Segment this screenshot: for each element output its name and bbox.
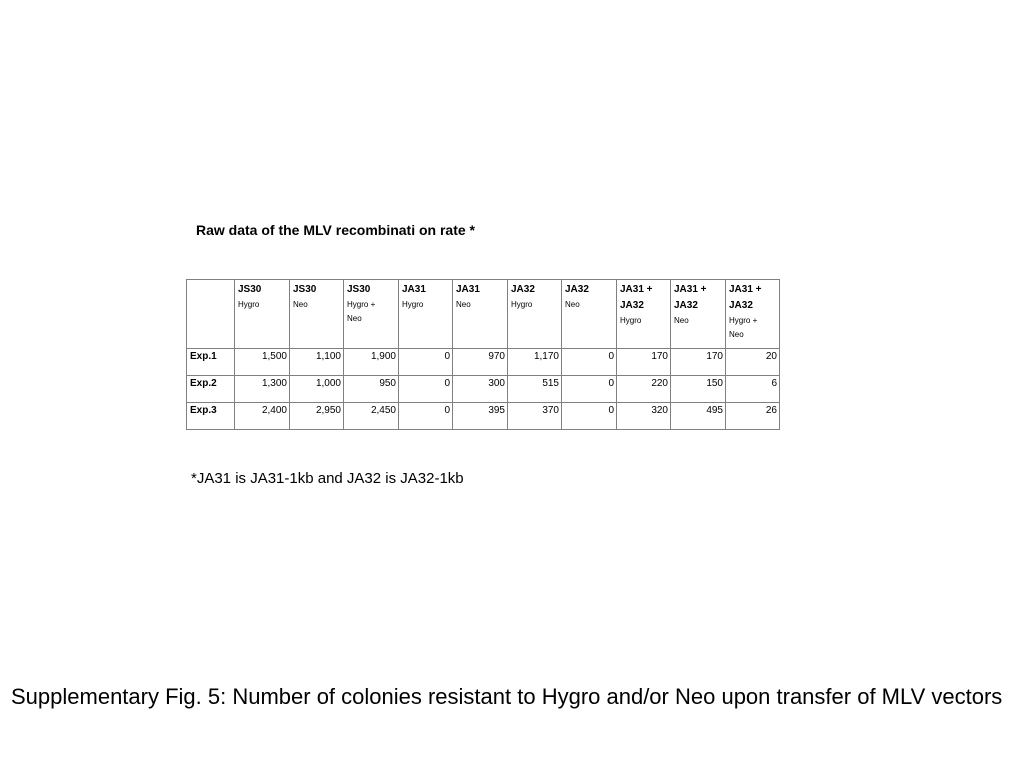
table-cell: 495 <box>671 403 726 430</box>
table-cell: 1,900 <box>344 349 399 376</box>
table-cell: 0 <box>562 376 617 403</box>
figure-caption: Supplementary Fig. 5: Number of colonies resistant to Hygro and/or Neo upon transfer of MLV vectors <box>11 684 1003 709</box>
table-cell: 300 <box>453 376 508 403</box>
table-cell: 370 <box>508 403 562 430</box>
table-cell: 395 <box>453 403 508 430</box>
row-label: Exp.1 <box>187 349 235 376</box>
table-cell: 0 <box>562 403 617 430</box>
table-row <box>187 376 780 403</box>
table-cell: 220 <box>617 376 671 403</box>
table-cell: 170 <box>617 349 671 376</box>
table-title: Raw data of the MLV recombinati on rate * <box>196 222 476 238</box>
column-header: JA32 Neo <box>562 280 617 349</box>
data-table <box>186 279 780 430</box>
column-header: JA32 Hygro <box>508 280 562 349</box>
row-label: Exp.2 <box>187 376 235 403</box>
table-cell: 515 <box>508 376 562 403</box>
table-cell: 950 <box>344 376 399 403</box>
column-header: JS30 Hygro + Neo <box>344 280 399 349</box>
table-cell: 320 <box>617 403 671 430</box>
table-cell: 1,100 <box>290 349 344 376</box>
column-header: JA31 + JA32 Hygro + Neo <box>726 280 780 349</box>
table-cell: 1,300 <box>235 376 290 403</box>
table-cell: 26 <box>726 403 780 430</box>
footnote: *JA31 is JA31-1kb and JA32 is JA32-1kb <box>191 470 464 487</box>
table-cell: 1,000 <box>290 376 344 403</box>
table-cell: 0 <box>562 349 617 376</box>
header-row <box>187 280 780 349</box>
table-cell: 0 <box>399 349 453 376</box>
column-header: JA31 + JA32 Neo <box>671 280 726 349</box>
table-cell: 970 <box>453 349 508 376</box>
column-header: JS30 Hygro <box>235 280 290 349</box>
table-cell: 150 <box>671 376 726 403</box>
table-cell: 2,950 <box>290 403 344 430</box>
table-cell: 20 <box>726 349 780 376</box>
table-cell: 2,450 <box>344 403 399 430</box>
table-cell: 2,400 <box>235 403 290 430</box>
table-cell: 0 <box>399 376 453 403</box>
column-header: JA31 Hygro <box>399 280 453 349</box>
row-label: Exp.3 <box>187 403 235 430</box>
column-header: JA31 Neo <box>453 280 508 349</box>
table-row <box>187 403 780 430</box>
table-cell: 6 <box>726 376 780 403</box>
table-cell: 0 <box>399 403 453 430</box>
table-cell: 170 <box>671 349 726 376</box>
table-cell: 1,170 <box>508 349 562 376</box>
table-cell: 1,500 <box>235 349 290 376</box>
corner-cell <box>187 280 235 349</box>
column-header: JA31 + JA32 Hygro <box>617 280 671 349</box>
column-header: JS30 Neo <box>290 280 344 349</box>
table-row <box>187 349 780 376</box>
